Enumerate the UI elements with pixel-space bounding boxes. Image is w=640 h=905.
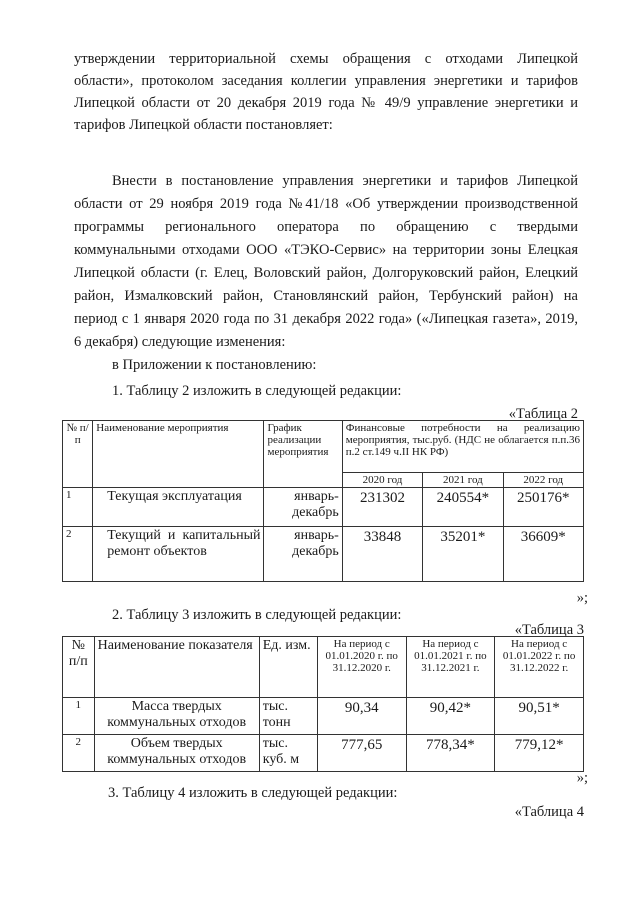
row-value: 777,65	[317, 735, 406, 772]
main-line: район, Измалковский район, Становлянский район, Тербунский район) на	[74, 288, 578, 304]
table4-caption: «Таблица 4	[514, 804, 584, 820]
table2-header-no: № п/п	[63, 421, 93, 488]
row-value: 90,34	[317, 698, 406, 735]
main-paragraph	[74, 170, 578, 354]
table2-header-schedule: График реализации мероприятия	[264, 421, 342, 488]
table3-header-period: На период с 01.01.2020 г. по 31.12.2020 г.	[317, 637, 406, 698]
row-value: 778,34*	[406, 735, 495, 772]
table3-header-name: Наименование показателя	[94, 637, 259, 698]
table2-header-financial: Финансовые потребности на реализацию мероприятия, тыс.руб. (НДС не облагается п.п.36 п.2 ст.149 ч.II НК РФ)	[342, 421, 583, 473]
main-line: период с 1 января 2020 года по 31 декабря 2022 года» («Липецкая газета», 2019,	[74, 311, 578, 327]
table2-header-name: Наименование мероприятия	[93, 421, 264, 488]
row-value: 90,51*	[495, 698, 584, 735]
row-schedule: январь-декабрь	[264, 488, 342, 527]
main-line: Липецкой области (г. Елец, Воловский район, Долгоруковский район, Елецкий	[74, 265, 578, 281]
row-unit: тыс. куб. м	[259, 735, 317, 772]
table-row	[63, 735, 584, 772]
item-3-line: 3. Таблицу 4 изложить в следующей редакции:	[108, 785, 398, 801]
item-1-line: 1. Таблицу 2 изложить в следующей редакции:	[112, 383, 402, 399]
intro-paragraph	[74, 48, 578, 136]
row-value: 231302	[342, 488, 422, 527]
main-line: коммунальными отходами ООО «ТЭКО-Сервис» на территории зоны Елецкая	[74, 242, 578, 258]
row-value: 35201*	[423, 527, 503, 582]
intro-line: тарифов Липецкой области постановляет:	[74, 117, 333, 133]
row-number: 2	[63, 735, 95, 772]
row-value: 36609*	[503, 527, 583, 582]
row-number: 1	[63, 488, 93, 527]
row-name: Текущая эксплуатация	[93, 488, 264, 527]
row-number: 2	[63, 527, 93, 582]
table3-header-unit: Ед. изм.	[259, 637, 317, 698]
row-value: 250176*	[503, 488, 583, 527]
table2-year: 2022 год	[503, 473, 583, 488]
table2-caption: «Таблица 2	[508, 406, 578, 422]
table-3	[62, 636, 584, 772]
row-value: 90,42*	[406, 698, 495, 735]
table3-header-period: На период с 01.01.2022 г. по 31.12.2022 г.	[495, 637, 584, 698]
row-value: 240554*	[423, 488, 503, 527]
table2-close-quote: »;	[576, 590, 588, 606]
row-unit: тыс. тонн	[259, 698, 317, 735]
intro-line: Липецкой области от 20 декабря 2019 года № 49/9 управление энергетики и	[74, 95, 578, 111]
row-name: Масса твердых коммунальных отходов	[94, 698, 259, 735]
table2-year: 2021 год	[423, 473, 503, 488]
appendix-line: в Приложении к постановлению:	[112, 357, 317, 373]
item-2-line: 2. Таблицу 3 изложить в следующей редакции:	[112, 607, 402, 623]
main-line: программы регионального оператора по обращению с твердыми	[74, 219, 578, 235]
table3-close-quote: »;	[576, 770, 588, 786]
main-line: 6 декабря) следующие изменения:	[74, 334, 286, 350]
row-value: 33848	[342, 527, 422, 582]
main-line: Внести в постановление управления энергетики и тарифов Липецкой	[112, 173, 578, 189]
table3-header-no: № п/п	[63, 637, 95, 698]
table-2	[62, 420, 584, 582]
row-name: Объем твердых коммунальных отходов	[94, 735, 259, 772]
intro-line: области», протоколом заседания коллегии управления энергетики и тарифов	[74, 73, 578, 89]
row-value: 779,12*	[495, 735, 584, 772]
row-schedule: январь-декабрь	[264, 527, 342, 582]
table3-caption: «Таблица 3	[514, 622, 584, 638]
main-line: области от 29 ноября 2019 года №41/18 «Об утверждении производственной	[74, 196, 578, 212]
table-row	[63, 527, 584, 582]
row-number: 1	[63, 698, 95, 735]
row-name: Текущий и капитальный ремонт объектов	[93, 527, 264, 582]
table2-year: 2020 год	[342, 473, 422, 488]
table-row	[63, 488, 584, 527]
table3-header-period: На период с 01.01.2021 г. по 31.12.2021 г.	[406, 637, 495, 698]
table-row	[63, 698, 584, 735]
intro-line: утверждении территориальной схемы обращения с отходами Липецкой	[74, 51, 578, 67]
